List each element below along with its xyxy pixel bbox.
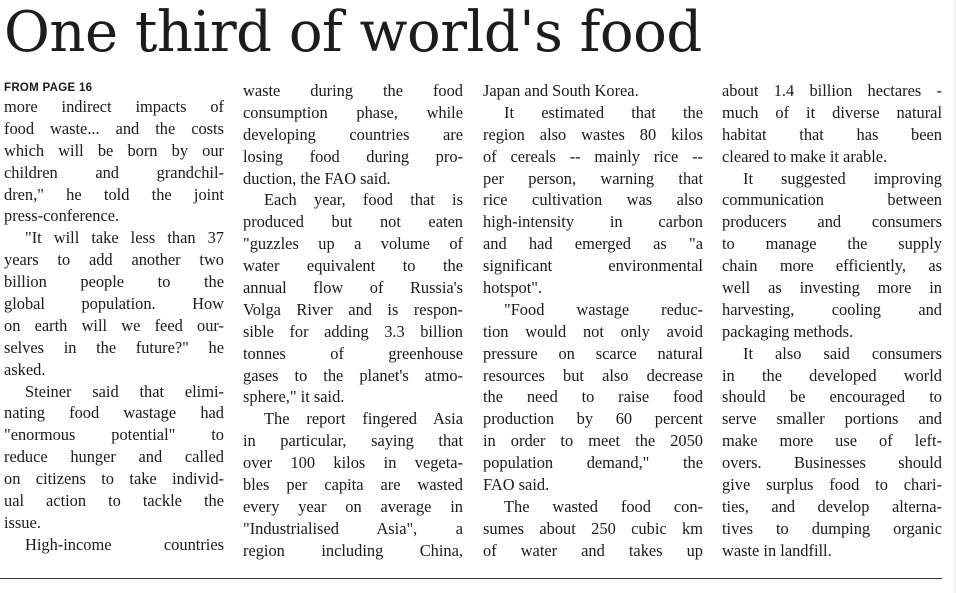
text-line: communication between [722, 190, 942, 210]
text-line: of water and takes up [483, 540, 703, 560]
text-line: ties, and develop alterna- [722, 496, 942, 516]
text-line: much of it diverse natural [722, 102, 942, 122]
text-line: developing countries are [243, 124, 463, 144]
text-line: harvesting, cooling and [722, 299, 942, 319]
text-line: issue. [4, 512, 41, 532]
text-line: tives to dumping organic [722, 518, 942, 538]
text-line: waste in landfill. [722, 540, 832, 560]
text-line: nating food wastage had [4, 403, 224, 423]
text-line: rice cultivation was also [483, 190, 703, 210]
text-line: sumes about 250 cubic km [483, 518, 703, 538]
text-line: in the developed world [722, 365, 942, 385]
text-line: in order to meet the 2050 [483, 431, 703, 451]
text-line: children and grandchil- [4, 162, 224, 182]
text-line: on citizens to take individ- [4, 469, 224, 489]
text-line: "Food wastage reduc- [504, 299, 703, 319]
text-line: selves in the future?" he [4, 337, 224, 357]
text-line: It also said consumers [743, 343, 942, 363]
text-line: High-income countries [25, 534, 224, 554]
text-line: packaging methods. [722, 321, 854, 341]
text-line: press-conference. [4, 206, 120, 226]
continued-from-label: FROM PAGE 16 [4, 82, 93, 94]
text-line: Each year, food that is [264, 190, 463, 210]
text-line: hotspot". [483, 278, 543, 298]
bottom-rule [0, 578, 942, 579]
text-line: significant environmental [483, 256, 703, 276]
text-line: to manage the supply [722, 234, 942, 254]
text-line: bles per capita are wasted [243, 475, 463, 495]
text-line: "guzzles up a volume of [243, 234, 463, 254]
text-line: habitat that has been [722, 124, 942, 144]
text-line: annual flow of Russia's [243, 278, 463, 298]
text-line: give surplus food to chari- [722, 475, 942, 495]
text-line: of cereals -- mainly rice -- [483, 146, 703, 166]
article-column-2 [243, 80, 463, 562]
text-line: global population. How [4, 294, 224, 314]
text-line: overs. Businesses should [722, 453, 942, 473]
text-line: per person, warning that [483, 168, 703, 188]
text-line: high-intensity in carbon [483, 212, 703, 232]
text-line: ual action to tackle the [4, 491, 224, 511]
text-line: food waste... and the costs [4, 118, 224, 138]
text-line: well as investing more in [722, 278, 942, 298]
text-line: on earth will we feed our- [4, 315, 224, 335]
text-line: sible for adding 3.3 billion [243, 321, 463, 341]
text-line: It estimated that the [504, 102, 703, 122]
text-line: "enormous potential" to [4, 425, 224, 445]
text-line: in particular, saying that [243, 431, 463, 451]
text-line: should be encouraged to [722, 387, 942, 407]
text-line: "Industrialised Asia", a [243, 518, 463, 538]
text-line: region also wastes 80 kilos [483, 124, 703, 144]
text-line: The wasted food con- [504, 496, 703, 516]
text-line: Steiner said that elimi- [25, 381, 224, 401]
text-line: cleared to make it arable. [722, 146, 888, 166]
text-line: asked. [4, 359, 46, 379]
article-column-3 [483, 80, 703, 562]
text-line: and had emerged as "a [483, 234, 703, 254]
text-line: which will be born by our [4, 140, 224, 160]
text-line: reduce hunger and called [4, 447, 224, 467]
text-line: more indirect impacts of [4, 97, 224, 116]
text-line: billion people to the [4, 272, 224, 292]
text-line: FAO said. [483, 475, 550, 495]
text-line: consumption phase, while [243, 102, 463, 122]
text-line: about 1.4 billion hectares - [722, 81, 942, 100]
text-line: duction, the FAO said. [243, 168, 391, 188]
text-line: waste during the food [243, 81, 463, 100]
text-line: production by 60 percent [483, 409, 703, 429]
text-line: pressure on scarce natural [483, 343, 703, 363]
text-line: Volga River and is respon- [243, 299, 463, 319]
text-line: tonnes of greenhouse [243, 343, 463, 363]
article-column-4 [722, 80, 942, 562]
text-line: produced but not eaten [243, 212, 463, 232]
text-line: region including China, [243, 540, 463, 560]
text-line: resources but also decrease [483, 365, 703, 385]
text-line: gases to the planet's atmo- [243, 365, 463, 385]
text-line: water equivalent to the [243, 256, 463, 276]
text-line: sphere," it said. [243, 387, 345, 407]
text-line: make more use of left- [722, 431, 942, 451]
text-line: years to add another two [4, 250, 224, 270]
headline: One third of world's food [4, 0, 702, 65]
text-line: every year on average in [243, 496, 463, 516]
text-line: dren," he told the joint [4, 184, 224, 204]
text-line: Japan and South Korea. [483, 81, 639, 100]
text-line: chain more efficiently, as [722, 256, 942, 276]
text-line: "It will take less than 37 [25, 228, 224, 248]
text-line: tion would not only avoid [483, 321, 703, 341]
text-line: losing food during pro- [243, 146, 463, 166]
text-line: It suggested improving [743, 168, 942, 188]
text-line: over 100 kilos in vegeta- [243, 453, 463, 473]
text-line: producers and consumers [722, 212, 942, 232]
article-column-1 [4, 80, 224, 556]
text-line: population demand," the [483, 453, 703, 473]
text-line: the need to raise food [483, 387, 703, 407]
text-line: serve smaller portions and [722, 409, 942, 429]
text-line: The report fingered Asia [264, 409, 463, 429]
